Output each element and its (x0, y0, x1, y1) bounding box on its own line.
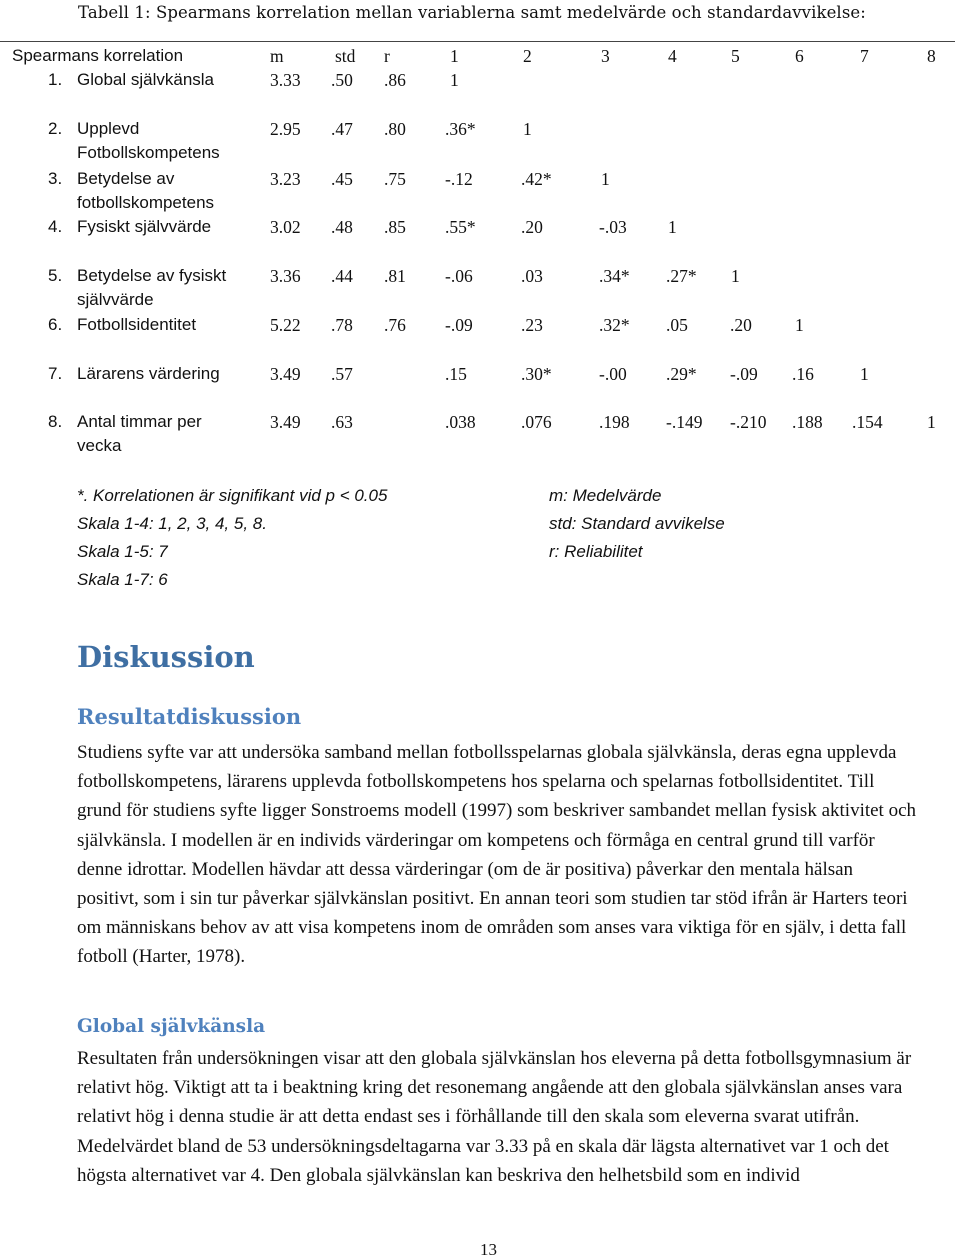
row-number: 3. (48, 169, 63, 188)
row-number: 8. (48, 412, 63, 431)
cell-correlation: .16 (792, 364, 814, 384)
cell-std: .57 (331, 364, 353, 384)
table-header-cell: m (270, 46, 284, 66)
table-header-cell: 6 (795, 46, 804, 66)
cell-correlation: -.09 (445, 315, 473, 335)
cell-correlation: 1 (731, 266, 740, 286)
cell-correlation: 1 (927, 412, 936, 432)
cell-correlation: .36* (445, 119, 476, 139)
table-header-cell: r (384, 46, 390, 66)
cell-correlation: 1 (523, 119, 532, 139)
cell-mean: 3.49 (270, 412, 301, 432)
row-label: Betydelse av (77, 169, 175, 188)
cell-correlation: .198 (599, 412, 630, 432)
row-label: Fysiskt självvärde (77, 217, 212, 236)
cell-correlation: .188 (792, 412, 823, 432)
cell-correlation: .42* (521, 169, 552, 189)
row-number: 7. (48, 364, 63, 383)
table-caption: Tabell 1: Spearmans korrelation mellan variablerna samt medelvärde och standardavvikelse: (78, 3, 866, 22)
cell-correlation: .55* (445, 217, 476, 237)
cell-correlation: .154 (852, 412, 883, 432)
cell-reliability: .80 (384, 119, 406, 139)
section-heading-diskussion: Diskussion (77, 640, 255, 674)
cell-reliability: .85 (384, 217, 406, 237)
cell-std: .78 (331, 315, 353, 335)
row-label: Antal timmar per (77, 412, 202, 431)
cell-std: .50 (331, 70, 353, 90)
cell-correlation: -.00 (599, 364, 627, 384)
cell-correlation: .30* (521, 364, 552, 384)
cell-mean: 3.02 (270, 217, 301, 237)
body-paragraph-2: Resultaten från undersökningen visar att den globala självkänslan hos eleverna på detta fotbollsgymnasium är relativt hög. Viktigt att ta i beaktning kring det resonemang angående att den globala självkänslan anses vara relativt hög i denna studie är att detta endast ses i förhållande till den skala som eleverna svarat utifrån. Medelvärdet bland de 53 undersökningsdeltagarna var 3.33 på en skala där lägsta alternativet var 1 och det högsta alternativet var 4. Den globala självkänslan kan beskriva den helhetsbild som en individ (77, 1048, 912, 1186)
cell-mean: 3.33 (270, 70, 301, 90)
cell-mean: 5.22 (270, 315, 301, 335)
row-label: självvärde (77, 290, 154, 309)
row-label: vecka (77, 436, 122, 455)
cell-std: .45 (331, 169, 353, 189)
table-header-title: Spearmans korrelation (12, 46, 184, 65)
table-header-cell: 3 (601, 46, 610, 66)
subsection-heading-resultatdiskussion: Resultatdiskussion (77, 704, 302, 729)
cell-correlation: 1 (668, 217, 677, 237)
table-header-cell: std (335, 46, 356, 66)
cell-reliability: .86 (384, 70, 406, 90)
cell-correlation: 1 (450, 70, 459, 90)
row-number: 1. (48, 70, 63, 89)
body-paragraph-1: Studiens syfte var att undersöka samband mellan fotbollsspelarnas globala självkänsla, deras egna upplevda fotbollskompetens, lärarens upplevda fotbollskompetens hos spelarna och spelarnas fotbollsidentitet. Till grund för studiens syfte ligger Sonstroems modell (1997) som beskriver sambandet mellan fysisk aktivitet och självkänsla. I modellen är en individs värderingar om kompetens och förmåga en central grund till varför denne idrottar. Modellen hävdar att dessa värderingar (om de är positiva) påverkar den mentala hälsan positivt, som i sin tur påverkar självkänslan positivt. En annan teori som studien tar stöd ifrån är Harters teori om människans behov av att visa kompetens inom de områden som anses vara viktiga för en själv, i detta fall fotboll (Harter, 1978). (77, 742, 917, 968)
table-note: *. Korrelationen är signifikant vid p < 0.05 (77, 486, 388, 505)
row-label: Betydelse av fysiskt (77, 266, 227, 285)
table-legend-note: std: Standard avvikelse (549, 514, 725, 533)
row-number: 2. (48, 119, 63, 138)
row-label: Upplevd (77, 119, 140, 138)
cell-correlation: -.149 (666, 412, 703, 432)
row-label: Fotbollsidentitet (77, 315, 197, 334)
cell-correlation: .038 (445, 412, 476, 432)
cell-reliability: .75 (384, 169, 406, 189)
cell-mean: 2.95 (270, 119, 301, 139)
cell-correlation: -.210 (730, 412, 767, 432)
cell-correlation: .05 (666, 315, 688, 335)
subsection-heading-global-sjalvkansla: Global självkänsla (77, 1016, 266, 1037)
cell-correlation: .32* (599, 315, 630, 335)
cell-correlation: 1 (795, 315, 804, 335)
row-number: 5. (48, 266, 63, 285)
cell-mean: 3.36 (270, 266, 301, 286)
row-label: fotbollskompetens (77, 193, 215, 212)
cell-mean: 3.49 (270, 364, 301, 384)
cell-correlation: -.03 (599, 217, 627, 237)
table-note: Skala 1-5: 7 (77, 542, 168, 561)
table-header-cell: 2 (523, 46, 532, 66)
table-legend-note: r: Reliabilitet (549, 542, 643, 561)
cell-correlation: .03 (521, 266, 543, 286)
cell-correlation: -.09 (730, 364, 758, 384)
cell-correlation: .20 (521, 217, 543, 237)
cell-correlation: .27* (666, 266, 697, 286)
table-note: Skala 1-7: 6 (77, 570, 168, 589)
table-header-cell: 5 (731, 46, 740, 66)
cell-correlation: -.06 (445, 266, 473, 286)
table-top-rule (0, 41, 955, 42)
row-label: Fotbollskompetens (77, 143, 220, 162)
cell-correlation: .29* (666, 364, 697, 384)
cell-reliability: .76 (384, 315, 406, 335)
row-label: Global självkänsla (77, 70, 215, 89)
cell-std: .48 (331, 217, 353, 237)
row-number: 4. (48, 217, 63, 236)
cell-std: .63 (331, 412, 353, 432)
table-header-cell: 4 (668, 46, 677, 66)
cell-correlation: .34* (599, 266, 630, 286)
row-number: 6. (48, 315, 63, 334)
cell-correlation: .15 (445, 364, 467, 384)
cell-correlation: 1 (860, 364, 869, 384)
cell-correlation: 1 (601, 169, 610, 189)
cell-correlation: .20 (730, 315, 752, 335)
cell-std: .47 (331, 119, 353, 139)
row-label: Lärarens värdering (77, 364, 220, 383)
table-header-cell: 7 (860, 46, 869, 66)
cell-correlation: .076 (521, 412, 552, 432)
cell-correlation: .23 (521, 315, 543, 335)
table-header-cell: 8 (927, 46, 936, 66)
cell-reliability: .81 (384, 266, 406, 286)
table-legend-note: m: Medelvärde (549, 486, 662, 505)
cell-correlation: -.12 (445, 169, 473, 189)
page-number: 13 (480, 1240, 497, 1259)
cell-std: .44 (331, 266, 353, 286)
cell-mean: 3.23 (270, 169, 301, 189)
table-note: Skala 1-4: 1, 2, 3, 4, 5, 8. (77, 514, 267, 533)
table-header-cell: 1 (450, 46, 459, 66)
